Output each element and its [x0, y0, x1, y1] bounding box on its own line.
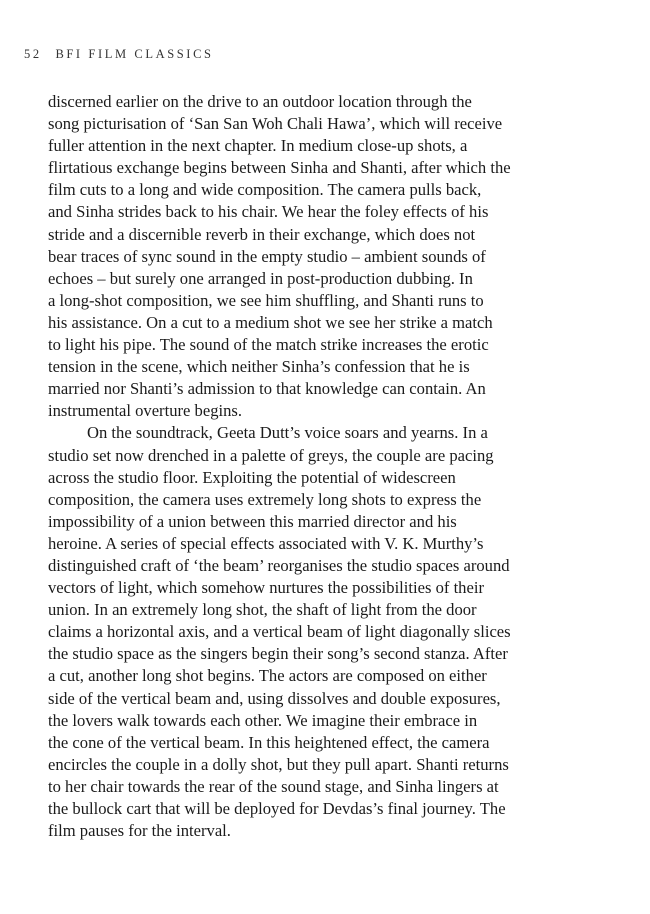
text-line: echoes – but surely one arranged in post-production dubbing. In — [48, 268, 473, 288]
text-line: to light his pipe. The sound of the match strike increases the erotic — [48, 335, 489, 355]
text-line: bear traces of sync sound in the empty studio – ambient sounds of — [48, 246, 486, 266]
text-line: a cut, another long shot begins. The actors are composed on either — [48, 666, 487, 686]
text-line: across the studio floor. Exploiting the potential of widescreen — [48, 467, 456, 487]
text-line: studio set now drenched in a palette of greys, the couple are pacing — [48, 445, 494, 465]
paragraph-2 — [48, 422, 538, 842]
text-line: union. In an extremely long shot, the shaft of light from the door — [48, 600, 477, 620]
page-number: 52 — [24, 47, 42, 61]
running-head — [24, 47, 214, 62]
text-line: to her chair towards the rear of the sound stage, and Sinha lingers at — [48, 776, 499, 796]
text-line: film pauses for the interval. — [48, 821, 231, 841]
text-line: the bullock cart that will be deployed for Devdas’s final journey. The — [48, 799, 506, 818]
text-line: instrumental overture begins. — [48, 401, 243, 421]
text-line: claims a horizontal axis, and a vertical beam of light diagonally slices — [48, 622, 511, 642]
text-line: the cone of the vertical beam. In this heightened effect, the camera — [48, 732, 490, 752]
series-title: BFI FILM CLASSICS — [55, 47, 214, 61]
paragraph-1 — [48, 91, 538, 422]
text-line: impossibility of a union between this married director and his — [48, 511, 457, 531]
text-line: heroine. A series of special effects associated with V. K. Murthy’s — [48, 533, 484, 553]
text-line: and Sinha strides back to his chair. We hear the foley effects of his — [48, 202, 489, 222]
text-line: song picturisation of ‘San San Woh Chali Hawa’, which will receive — [48, 114, 503, 134]
body-text — [48, 91, 538, 842]
text-line: film cuts to a long and wide composition. The camera pulls back, — [48, 180, 482, 200]
text-line: discerned earlier on the drive to an outdoor location through the — [48, 92, 472, 111]
text-line: vectors of light, which somehow nurtures the possibilities of their — [48, 578, 484, 598]
text-line: the lovers walk towards each other. We imagine their embrace in — [48, 710, 478, 730]
text-line: married nor Shanti’s admission to that knowledge can contain. An — [48, 379, 486, 399]
text-line: flirtatious exchange begins between Sinha and Shanti, after which the — [48, 158, 511, 178]
text-line: encircles the couple in a dolly shot, but they pull apart. Shanti returns — [48, 754, 509, 774]
text-line: side of the vertical beam and, using dissolves and double exposures, — [48, 688, 501, 708]
text-line: On the soundtrack, Geeta Dutt’s voice soars and yearns. In a — [87, 423, 488, 443]
text-line: a long-shot composition, we see him shuffling, and Shanti runs to — [48, 290, 484, 310]
text-line: the studio space as the singers begin their song’s second stanza. After — [48, 644, 508, 664]
text-line: tension in the scene, which neither Sinha’s confession that he is — [48, 357, 470, 377]
text-line: composition, the camera uses extremely long shots to express the — [48, 489, 482, 509]
text-line: fuller attention in the next chapter. In medium close-up shots, a — [48, 136, 468, 156]
text-line: distinguished craft of ‘the beam’ reorganises the studio spaces around — [48, 555, 510, 575]
text-line: his assistance. On a cut to a medium shot we see her strike a match — [48, 312, 493, 332]
text-line: stride and a discernible reverb in their exchange, which does not — [48, 224, 476, 244]
